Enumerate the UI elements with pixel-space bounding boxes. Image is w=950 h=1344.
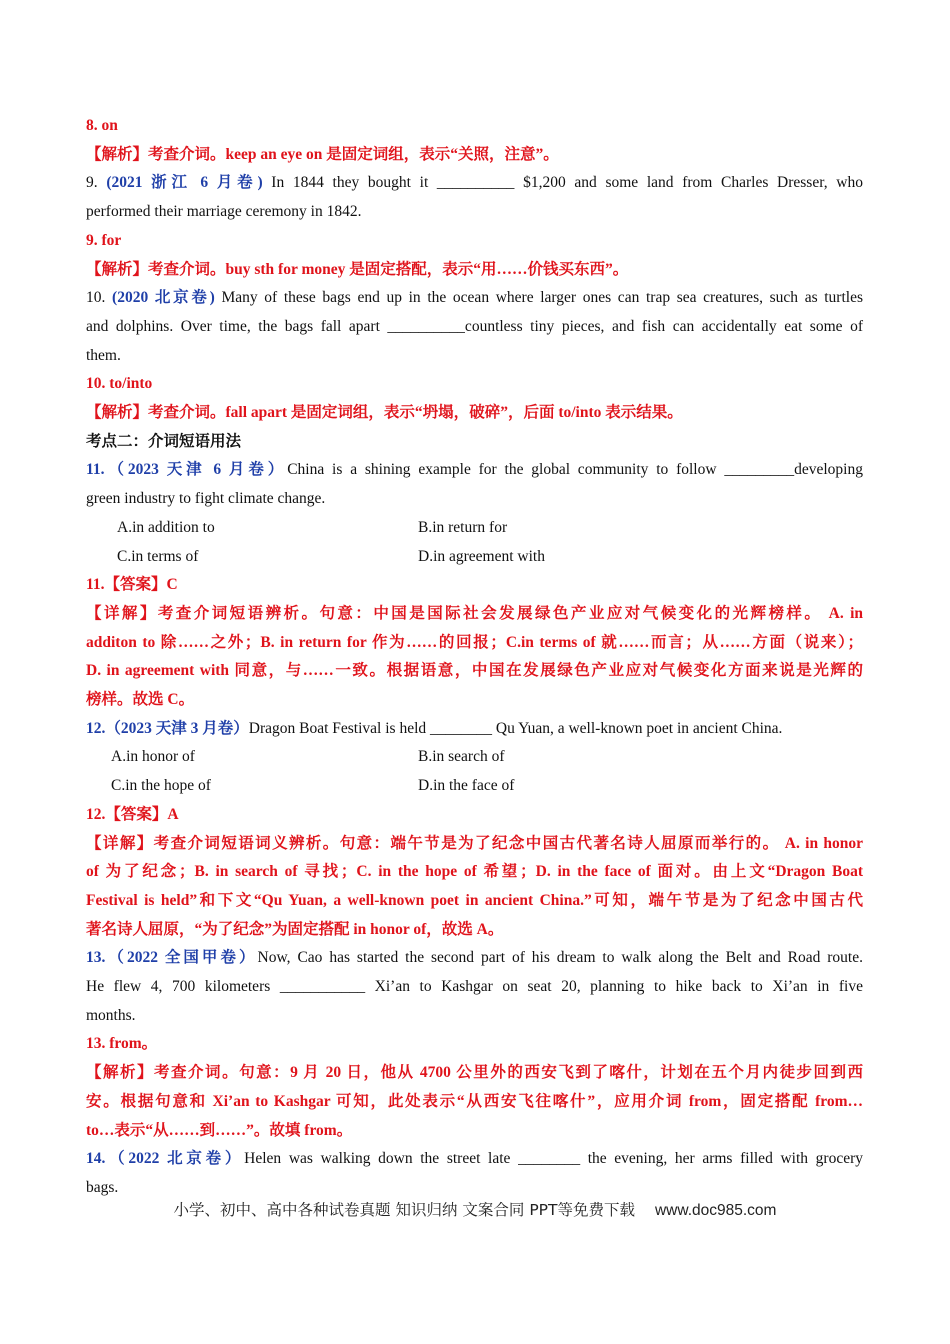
analysis-10: 【解析】考查介词。fall apart 是固定词组，表示“坍塌，破碎”，后面 to/into 表示结果。 — [86, 404, 683, 422]
question-10-cont2: them. — [86, 346, 121, 364]
explanation-12-cont3: 著名诗人屈原，“为了纪念”为固定搭配 in honor of，故选 A。 — [86, 920, 504, 938]
analysis-13-cont: 安。根据句意和 Xi’an to Kashgar 可知，此处表示“从西安飞往喀什”，应用介词 from，固定搭配 from… — [86, 1092, 863, 1110]
answer-8: 8. on — [86, 117, 118, 134]
question-text: Many of these bags end up in the ocean where larger ones can trap sea creatures, such as turtles — [214, 289, 863, 307]
question-number: 9. — [86, 174, 107, 192]
question-text: Dragon Boat Festival is held ________ Qu Yuan, a well-known poet in ancient China. — [248, 719, 783, 737]
explanation-11-cont: additon to 除……之外；B. in return for 作为……的回报；C.in terms of 就……而言；从……方面（说来）； — [86, 633, 863, 651]
explanation-12-cont: of 为了纪念；B. in search of 寻找；C. in the hope of 希望；D. in the face of 面对。由上文“Dragon Boat — [86, 863, 863, 881]
question-number: 10. — [86, 289, 113, 307]
option-c: C.in the hope of — [111, 777, 211, 795]
options-row — [86, 543, 863, 572]
section-heading: 考点二：介词短语用法 — [86, 432, 242, 450]
question-13-cont: He flew 4, 700 kilometers ___________ Xi’an to Kashgar on seat 20, planning to hike back to Xi’an in five — [86, 978, 863, 996]
footer-text: 小学、初中、高中各种试卷真题 知识归纳 文案合同 PPT等免费下载 — [173, 1201, 635, 1219]
question-12 — [86, 715, 863, 744]
option-d: D.in the face of — [418, 777, 515, 795]
question-source: 14.（2022 北京卷） — [86, 1150, 245, 1168]
explanation-12: 【详解】考查介词短语词义辨析。句意：端午节是为了纪念中国古代著名诗人屈原而举行的。 A. in honor — [86, 834, 863, 852]
footer-url[interactable]: www.doc985.com — [654, 1202, 777, 1219]
analysis-9: 【解析】考查介词。buy sth for money 是固定搭配，表示“用……价钱买东西”。 — [86, 260, 629, 278]
question-9-cont: performed their marriage ceremony in 1842. — [86, 203, 362, 221]
document-body — [86, 112, 863, 1203]
question-source: (2021 浙江 6 月卷) — [106, 174, 263, 192]
option-b: B.in search of — [418, 748, 505, 766]
question-13 — [86, 944, 863, 973]
question-11-cont: green industry to fight climate change. — [86, 490, 326, 508]
option-c: C.in terms of — [117, 547, 199, 565]
explanation-12-cont2: Festival is held”和下文“Qu Yuan, a well-known poet in ancient China.”可知，端午节是为了纪念中国古代 — [86, 891, 863, 909]
question-text: China is a shining example for the global community to follow _________developing — [287, 461, 863, 479]
answer-9: 9. for — [86, 231, 122, 249]
question-14 — [86, 1145, 863, 1174]
option-b: B.in return for — [418, 518, 508, 536]
analysis-13: 【解析】考查介词。句意：9 月 20 日，他从 4700 公里外的西安飞到了喀什，计划在五个月内徒步回到西 — [86, 1064, 863, 1082]
question-text: In 1844 they bought it __________ $1,200 and some land from Charles Dresser, who — [262, 174, 863, 192]
answer-13: 13. from。 — [86, 1035, 158, 1053]
option-a: A.in addition to — [117, 518, 215, 536]
question-11 — [86, 456, 863, 485]
explanation-11-cont3: 榜样。故选 C。 — [86, 691, 195, 709]
option-a: A.in honor of — [111, 748, 195, 766]
options-row — [86, 514, 863, 543]
question-source: (2020 北京卷) — [112, 289, 215, 307]
explanation-11-cont2: D. in agreement with 同意，与……一致。根据语意，中国在发展绿色产业应对气候变化方面来说是光辉的 — [86, 662, 863, 680]
answer-12: 12.【答案】A — [86, 805, 179, 823]
analysis-13-cont2: to…表示“从……到……”。故填 from。 — [86, 1121, 353, 1139]
question-10-cont: and dolphins. Over time, the bags fall apart __________countless tiny pieces, and fish can accidentally eat some of — [86, 317, 863, 335]
options-row — [86, 772, 863, 801]
question-text: Helen was walking down the street late ________ the evening, her arms filled with grocery — [244, 1150, 863, 1168]
question-source: 11.（2023 天津 6 月卷） — [86, 461, 288, 479]
answer-10: 10. to/into — [86, 375, 153, 393]
explanation-11: 【详解】考查介词短语辨析。句意：中国是国际社会发展绿色产业应对气候变化的光辉榜样。 A. in — [86, 604, 863, 622]
question-14-cont: bags. — [86, 1178, 119, 1196]
question-10 — [86, 284, 863, 313]
option-d: D.in agreement with — [418, 547, 545, 565]
question-13-cont2: months. — [86, 1006, 136, 1024]
answer-11: 11.【答案】C — [86, 576, 178, 594]
question-source: 13.（2022 全国甲卷） — [86, 949, 258, 967]
options-row — [86, 743, 863, 772]
question-9 — [86, 169, 863, 198]
page-footer — [0, 1198, 950, 1220]
question-text: Now, Cao has started the second part of his dream to walk along the Belt and Road route. — [257, 949, 863, 967]
question-source: 12.（2023 天津 3 月卷） — [86, 719, 249, 737]
analysis-8: 【解析】考查介词。keep an eye on 是固定词组，表示“关照，注意”。 — [86, 145, 559, 163]
